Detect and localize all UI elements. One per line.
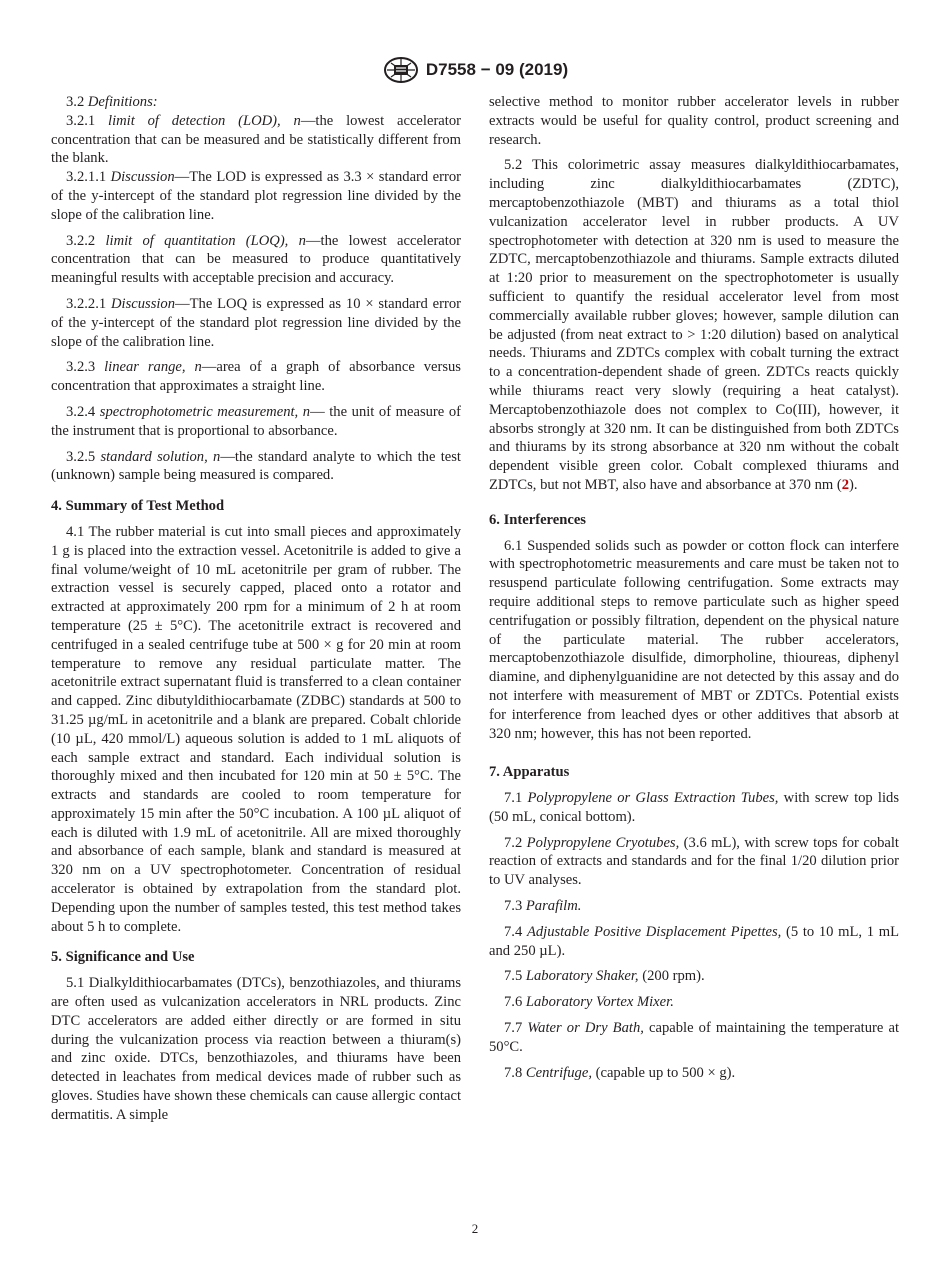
page-header xyxy=(0,56,950,84)
apparatus-7-5: 7.5 Laboratory Shaker, (200 rpm). xyxy=(504,968,705,985)
apparatus-7-1: 7.1 Polypropylene or Glass Extraction Tubes, with screw top lids (50 mL, conical bottom). xyxy=(489,790,900,825)
section-7-heading: 7. Apparatus xyxy=(489,764,570,781)
apparatus-7-8: 7.8 Centrifuge, (capable up to 500 × g). xyxy=(504,1064,736,1081)
apparatus-7-4: 7.4 Adjustable Positive Displacement Pipettes, (5 to 10 mL, 1 mL and 250 µL). xyxy=(489,923,900,959)
definition-3-2-4: 3.2.4 spectrophotometric measurement, n— the unit of measure of the instrument that is proportional to absorbance. xyxy=(51,403,461,439)
definition-3-2-1: 3.2.1 limit of detection (LOD), n—the lowest accelerator concentration that can be measured and be statistically different from the blank. xyxy=(51,112,461,167)
apparatus-7-2: 7.2 Polypropylene Cryotubes, (3.6 mL), with screw tops for cobalt reaction of extracts and standards and for the final 1/20 dilution prior to UV analyses. xyxy=(489,834,899,889)
definition-3-2-2: 3.2.2 limit of quantitation (LOQ), n—the lowest accelerator concentration that can be measured to produce quantitatively meaningful results with acceptable precision and accuracy. xyxy=(51,232,461,287)
astm-logo-icon xyxy=(382,56,420,84)
apparatus-7-6: 7.6 Laboratory Vortex Mixer. xyxy=(504,994,674,1011)
definition-3-2-3: 3.2.3 linear range, n—area of a graph of absorbance versus concentration that approximates a straight line. xyxy=(51,359,461,395)
definition-3-2-5: 3.2.5 standard solution, n—the standard analyte to which the test (unknown) sample being measured is compared. xyxy=(51,448,461,484)
section-3-2-heading: 3.2 Definitions: xyxy=(66,94,158,110)
apparatus-7-7: 7.7 Water or Dry Bath, capable of maintaining the temperature at 50°C. xyxy=(489,1020,899,1055)
section-6-heading: 6. Interferences xyxy=(489,511,586,528)
section-5-heading: 5. Significance and Use xyxy=(51,949,195,966)
apparatus-7-3: 7.3 Parafilm. xyxy=(504,898,582,915)
discussion-3-2-2-1: 3.2.2.1 Discussion—The LOQ is expressed as 10 × standard error of the y-intercept of the standard plot regression line divided by the slope of the calibration line. xyxy=(51,295,462,350)
section-4-heading: 4. Summary of Test Method xyxy=(51,498,225,515)
page-number: 2 xyxy=(471,1221,479,1236)
document-designation: D7558 − 09 (2019) xyxy=(425,60,569,79)
paragraph-6-1: 6.1 Suspended solids such as powder or cotton flock can interfere with spectrophotometric measurements and care must be taken not to resuspend particulate following centrifugation. Some extracts may require additional steps to remove particulate such as higher speed centrifugation or possibly filtration, dependent on the physical nature of the particulate material. The rubber accelerators, mercaptobenzothiazole disulfide, dimorpholine, thioureas, diphenyl diamine, and diphenylguanidine are not detected by this assay and do not interfere with measurement of MBT or ZDTCs. Potential exists for interference from leached dyes or other additives that absorb at 320 nm; however, this has not been reported. xyxy=(489,537,899,742)
reference-link[interactable]: 2 xyxy=(841,476,850,493)
discussion-3-2-1-1: 3.2.1.1 Discussion—The LOD is expressed as 3.3 × standard error of the y-intercept of the standard plot regression line divided by the slope of the calibration line. xyxy=(51,169,461,223)
paragraph-5-1-continued: selective method to monitor rubber accelerator levels in rubber extracts would be useful for quality control, product screening and research. xyxy=(489,94,899,148)
paragraph-4-1: 4.1 The rubber material is cut into small pieces and approximately 1 g is placed into the extraction vessel. Acetonitrile is added to give a final volume/weight of 10 mL acetonitrile per gram of rubber. The extraction vessel is securely capped, placed onto a rotator and extracted at approximately 200 rpm for a minimum of 2 h at room temperature (25 ± 5°C). The acetonitrile extract is recovered and centrifuged in a sealed centrifuge tube at 500 × g for 20 min at room temperature to remove any residual particulate matter. The acetonitrile extract supernatant fluid is transferred to a clean container and capped. Zinc dibutyldithiocarbamate (ZDBC) standards at 500 to 31.25 µg/mL in acetonitrile and a blank are prepared. Cobalt chloride (10 µL, 420 mmol/L) aqueous solution is added to 1 mL aliquots of each sample extract and standard. Each individual solution is thoroughly mixed and then incubated for 120 min at 50 ± 5°C. The extracts and standards are cooled to room temperature for approximately 15 min after the 50°C incubation. A 100 µL aliquot of each is diluted with 1.9 mL of acetonitrile. All are mixed thoroughly and absorbance of each sample, blank and standard is measured at 320 nm on a UV spectrophotometer. Concentration of residual accelerator is obtained by extrapolation from the standard plot. Depending upon the number of samples tested, this test method takes about 5 h to complete. xyxy=(51,523,461,935)
right-column xyxy=(489,93,899,1089)
paragraph-5-2: 5.2 This colorimetric assay measures dialkyldithiocarbamates, including zinc dialkyldithiocarbamates (ZDTC), mercaptobenzothiazole (MBT) and thiurams as a total thiol vulcanization accelerator level in rubber products. A UV spectrophotometer with detection at 320 nm is used to measure the ZDTC, mercaptobenzothiazole and thiurams. Sample extracts diluted at 1:20 prior to measurement on the spectrophotometer is usually sufficient to quantify the residual accelerator level from most commercially available rubber gloves; however, sample dilution can be adjusted (from neat extract to > 1:20 dilution) based on analytical needs. Thiurams and ZDTCs complex with cobalt turning the extract to a concentration-dependent shade of green. ZDTCs reacts quickly while thiurams react very slowly (requiring a heat catalyst). Mercaptobenzothiazole does not complex to Co(III), however, it absorbs strongly at 320 nm. It can be distinguished from both ZDTCs and thiurams by its strong absorbance at 320 nm without the cobalt dependent visible green color. Cobalt complexed thiurams and ZDTCs, but not MBT, also have and absorbance at 370 nm (2). xyxy=(489,157,899,493)
left-column xyxy=(51,93,461,1132)
paragraph-5-1: 5.1 Dialkyldithiocarbamates (DTCs), benzothiazoles, and thiurams are often used as vulcanization accelerators in NRL products. Zinc DTC accelerators are added either directly or are formed in situ during the vulcanization process via reaction between a thiuram(s) and zinc oxide. DTCs, benzothiazoles, and thiurams have been detected in leachates from medical devices made of rubber such as gloves. Studies have shown these chemicals can cause allergic contact dermatitis. A simple xyxy=(51,975,461,1123)
